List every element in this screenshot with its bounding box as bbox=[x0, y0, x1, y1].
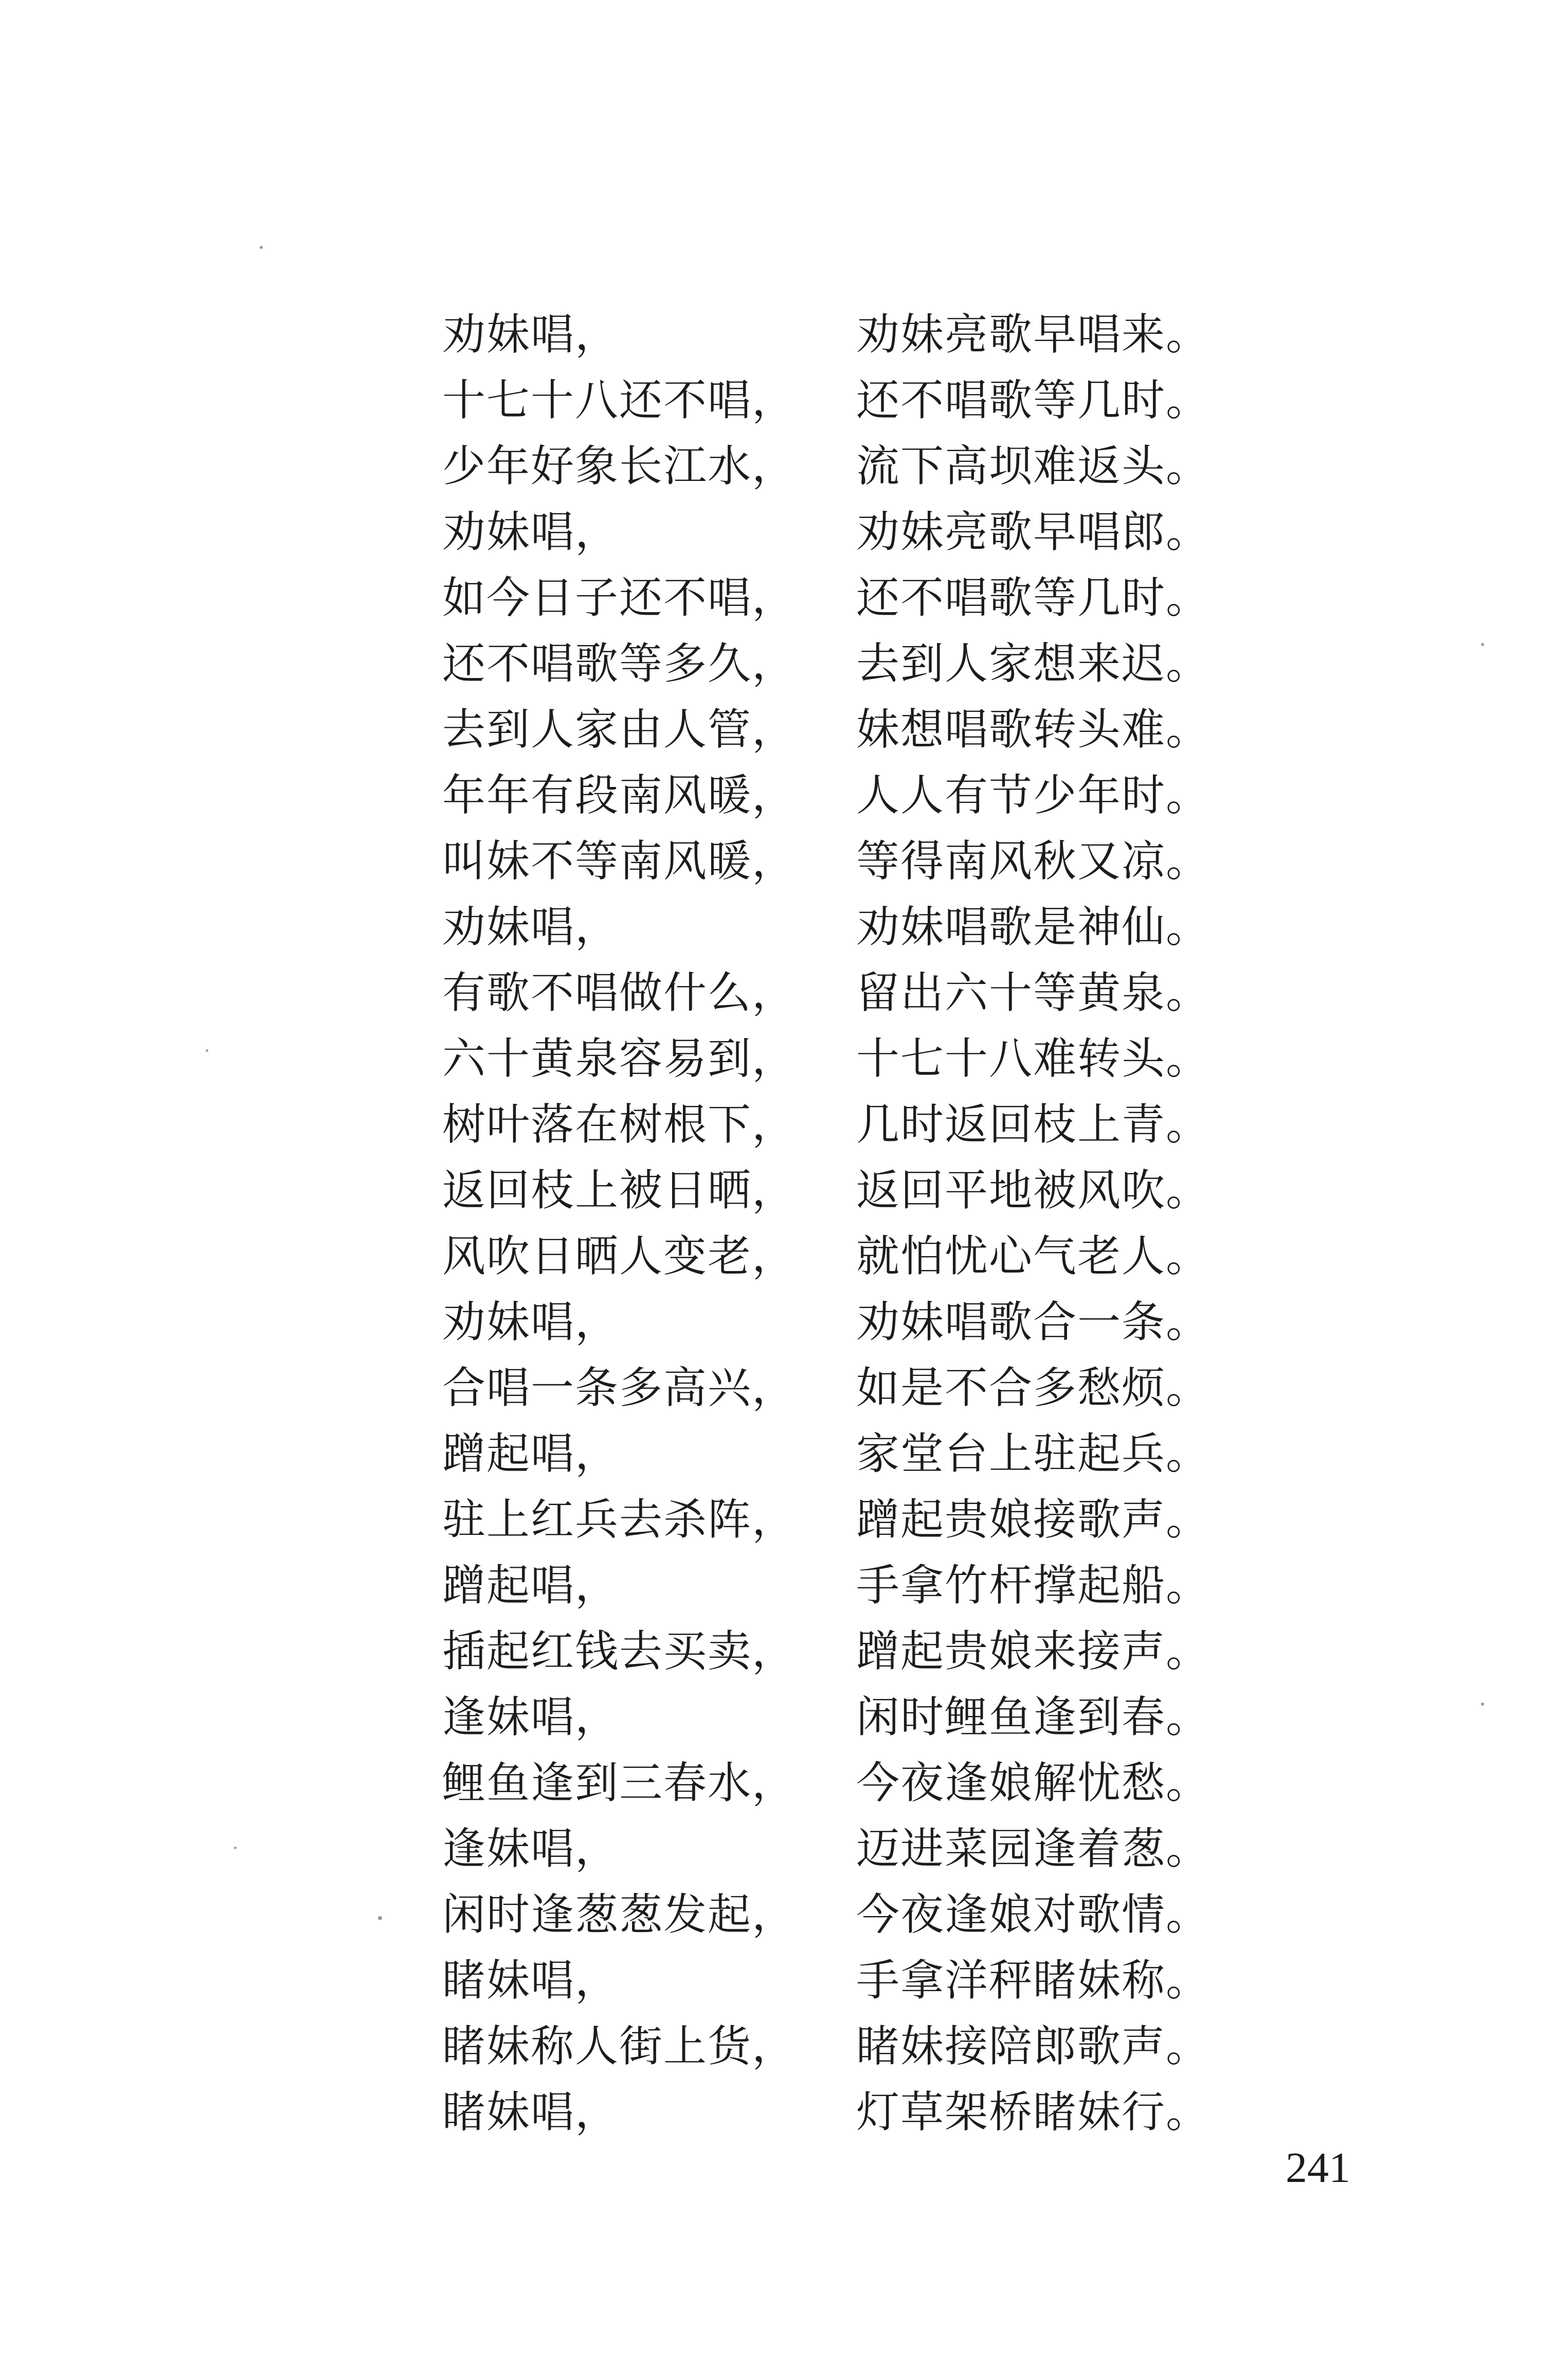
verse-second-half: 劝妹亮歌早唱郎。 bbox=[856, 507, 1211, 557]
verse-first-half: 叫妹不等南风暖， bbox=[442, 836, 797, 886]
verse-second-half: 手拿洋秤睹妹称。 bbox=[856, 1955, 1211, 2006]
verse-first-half: 睹妹唱， bbox=[442, 1955, 620, 2006]
verse-first-half: 插起红钱去买卖， bbox=[442, 1626, 797, 1676]
verse-second-half: 迈进菜园逢着葱。 bbox=[856, 1823, 1211, 1874]
verse-first-half: 睹妹称人街上货， bbox=[442, 2021, 797, 2071]
verse-second-half: 十七十八难转头。 bbox=[856, 1033, 1211, 1084]
verse-first-half: 如今日子还不唱， bbox=[442, 572, 797, 623]
verse-row bbox=[0, 1884, 1553, 1945]
verse-second-half: 劝妹唱歌合一条。 bbox=[856, 1297, 1211, 1347]
verse-second-half: 闲时鲤鱼逢到春。 bbox=[856, 1692, 1211, 1742]
verse-row bbox=[0, 830, 1553, 892]
verse-second-half: 手拿竹杆撑起船。 bbox=[856, 1560, 1211, 1610]
verse-first-half: 树叶落在树根下， bbox=[442, 1099, 797, 1150]
verse-second-half: 劝妹唱歌是神仙。 bbox=[856, 902, 1211, 952]
verse-first-half: 劝妹唱， bbox=[442, 309, 620, 360]
verse-first-half: 还不唱歌等多久， bbox=[442, 638, 797, 689]
verse-row bbox=[0, 2015, 1553, 2077]
verse-second-half: 如是不合多愁烦。 bbox=[856, 1363, 1211, 1413]
verse-row bbox=[0, 764, 1553, 826]
verse-first-half: 蹭起唱， bbox=[442, 1428, 620, 1479]
verse-first-half: 六十黄泉容易到， bbox=[442, 1033, 797, 1084]
verse-row bbox=[0, 1752, 1553, 1814]
verse-second-half: 返回平地被风吹。 bbox=[856, 1165, 1211, 1215]
verse-row bbox=[0, 1094, 1553, 1155]
verse-second-half: 几时返回枝上青。 bbox=[856, 1099, 1211, 1150]
verse-first-half: 驻上红兵去杀阵， bbox=[442, 1494, 797, 1545]
verse-first-half: 合唱一条多高兴， bbox=[442, 1363, 797, 1413]
verse-first-half: 逢妹唱， bbox=[442, 1823, 620, 1874]
verse-first-half: 少年好象长江水， bbox=[442, 441, 797, 491]
verse-first-half: 蹭起唱， bbox=[442, 1560, 620, 1610]
verse-second-half: 留出六十等黄泉。 bbox=[856, 968, 1211, 1018]
verse-second-half: 等得南风秋又凉。 bbox=[856, 836, 1211, 886]
verse-first-half: 劝妹唱， bbox=[442, 902, 620, 952]
verse-first-half: 逢妹唱， bbox=[442, 1692, 620, 1742]
verse-row bbox=[0, 567, 1553, 629]
verse-first-half: 闲时逢葱葱发起， bbox=[442, 1889, 797, 1940]
verse-first-half: 睹妹唱， bbox=[442, 2087, 620, 2137]
scan-speck bbox=[260, 246, 263, 249]
verse-first-half: 有歌不唱做什么， bbox=[442, 968, 797, 1018]
verse-row bbox=[0, 435, 1553, 497]
verse-row bbox=[0, 303, 1553, 365]
verse-second-half: 妹想唱歌转头难。 bbox=[856, 704, 1211, 755]
verse-second-half: 就怕忧心气老人。 bbox=[856, 1231, 1211, 1281]
verse-row bbox=[0, 896, 1553, 958]
verse-row bbox=[0, 1818, 1553, 1880]
verse-row bbox=[0, 633, 1553, 694]
verse-row bbox=[0, 1686, 1553, 1748]
verse-second-half: 蹭起贵娘接歌声。 bbox=[856, 1494, 1211, 1545]
verse-first-half: 十七十八还不唱， bbox=[442, 375, 797, 425]
verse-second-half: 今夜逢娘对歌情。 bbox=[856, 1889, 1211, 1940]
verse-first-half: 劝妹唱， bbox=[442, 1297, 620, 1347]
verse-first-half: 年年有段南风暖， bbox=[442, 770, 797, 820]
verse-row bbox=[0, 1357, 1553, 1419]
verse-row bbox=[0, 369, 1553, 431]
verse-row bbox=[0, 1291, 1553, 1353]
verse-row bbox=[0, 1028, 1553, 1089]
verse-first-half: 劝妹唱， bbox=[442, 507, 620, 557]
verse-second-half: 劝妹亮歌早唱来。 bbox=[856, 309, 1211, 360]
verse-second-half: 还不唱歌等几时。 bbox=[856, 572, 1211, 623]
verse-first-half: 去到人家由人管， bbox=[442, 704, 797, 755]
verse-second-half: 还不唱歌等几时。 bbox=[856, 375, 1211, 425]
verse-first-half: 返回枝上被日晒， bbox=[442, 1165, 797, 1215]
verse-second-half: 人人有节少年时。 bbox=[856, 770, 1211, 820]
verse-second-half: 去到人家想来迟。 bbox=[856, 638, 1211, 689]
verse-first-half: 鲤鱼逢到三春水， bbox=[442, 1758, 797, 1808]
verse-row bbox=[0, 1949, 1553, 2011]
verse-row bbox=[0, 962, 1553, 1024]
verse-second-half: 家堂台上驻起兵。 bbox=[856, 1428, 1211, 1479]
verse-row bbox=[0, 1489, 1553, 1550]
song-verses bbox=[0, 303, 1553, 2176]
verse-second-half: 睹妹接陪郎歌声。 bbox=[856, 2021, 1211, 2071]
verse-second-half: 流下高坝难返头。 bbox=[856, 441, 1211, 491]
verse-second-half: 灯草架桥睹妹行。 bbox=[856, 2087, 1211, 2137]
verse-first-half: 风吹日晒人变老， bbox=[442, 1231, 797, 1281]
verse-row bbox=[0, 1423, 1553, 1484]
verse-row bbox=[0, 1554, 1553, 1616]
verse-row bbox=[0, 501, 1553, 563]
verse-second-half: 今夜逢娘解忧愁。 bbox=[856, 1758, 1211, 1808]
verse-row bbox=[0, 1225, 1553, 1287]
verse-row bbox=[0, 699, 1553, 760]
verse-row bbox=[0, 1620, 1553, 1682]
verse-row bbox=[0, 1159, 1553, 1221]
page-number: 241 bbox=[1286, 2144, 1350, 2192]
verse-second-half: 蹭起贵娘来接声。 bbox=[856, 1626, 1211, 1676]
verse-row bbox=[0, 2081, 1553, 2143]
